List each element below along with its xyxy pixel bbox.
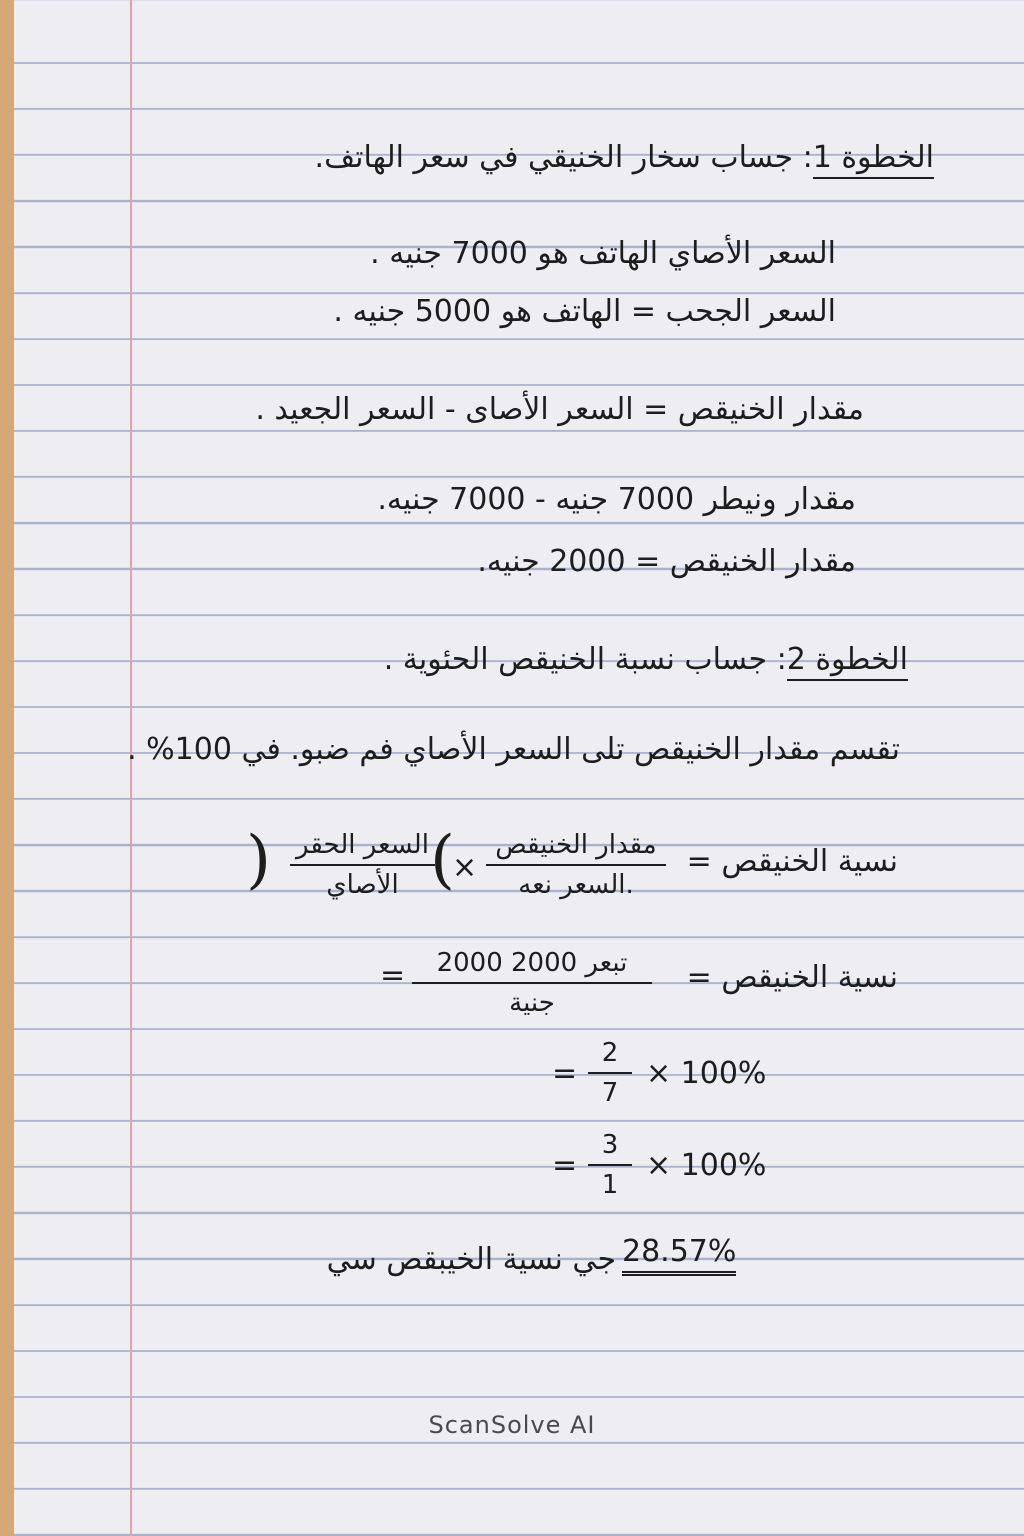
equals-symbol: = <box>552 1056 578 1091</box>
original-price-line: السعر الأصاي الهاتف هو 7000 جنيه . <box>370 236 836 271</box>
formula-line: مقدار الخنيقص = السعر الأصاى - السعر الجعيد . <box>255 392 864 427</box>
fraction-denominator: 7 <box>601 1078 619 1108</box>
fraction-substitution <box>412 946 652 1020</box>
fraction-amount-over-price <box>486 828 666 902</box>
step2-text: : جساب نسبة الخنيقص الحئوية . <box>383 642 787 677</box>
fraction-numerator: مقدار الخنيقص <box>486 828 666 866</box>
paren-left: ) <box>246 823 271 897</box>
footer-watermark: ScanSolve AI <box>428 1411 596 1439</box>
final-value <box>622 1232 736 1272</box>
step2-heading <box>384 640 908 680</box>
equals-symbol: = <box>552 1148 578 1183</box>
fraction-denominator: السعر نعه. <box>518 870 634 900</box>
fraction-numerator: 2 <box>588 1036 632 1074</box>
fraction-denominator: الأصاي <box>326 870 399 900</box>
fraction-numerator: 2000 تبعر 2000 <box>412 946 652 984</box>
times-hundred-percent: × 100% <box>646 1148 767 1183</box>
step1-heading <box>315 138 934 178</box>
amount-result-line: مقدار الخنيقص = 2000 جنيه. <box>477 544 856 579</box>
fraction-numerator: 3 <box>588 1128 632 1166</box>
times-hundred-percent: × 100% <box>646 1056 767 1091</box>
fraction-denominator: 1 <box>601 1170 619 1200</box>
fraction-denominator: جنية <box>509 988 555 1018</box>
step2-label: الخطوة 2 <box>787 642 908 681</box>
fraction-two-sevenths <box>588 1036 632 1110</box>
final-text: جي نسية الخيبقص سي <box>326 1242 616 1277</box>
final-percentage: 28.57% <box>622 1234 736 1276</box>
paren-right: ( <box>430 823 455 897</box>
formula-label: نسية الخنيقص = <box>686 844 898 879</box>
step1-text: : جساب سخار الخنيقي في سعر الهاتف. <box>314 140 813 175</box>
times-symbol: × <box>452 850 478 885</box>
instruction-line: تقسم مقدار الخنيقص تلى السعر الأصاي فم ضبو. في 100% . <box>127 732 900 767</box>
new-price-line: السعر الجحب = الهاتف هو 5000 جنيه . <box>333 294 836 329</box>
fraction-numerator: السعر الحقر <box>290 828 435 866</box>
fraction-three-over-one <box>588 1128 632 1202</box>
fraction-price-over-original <box>290 828 435 902</box>
substitution-line: مقدار ونيطر 7000 جنيه - 7000 جنيه. <box>377 482 856 517</box>
paper-edge <box>0 0 14 1536</box>
step1-label: الخطوة 1 <box>813 140 934 179</box>
substitution-label: نسية الخنيقص = <box>686 960 898 995</box>
equals-symbol: = <box>380 958 406 993</box>
